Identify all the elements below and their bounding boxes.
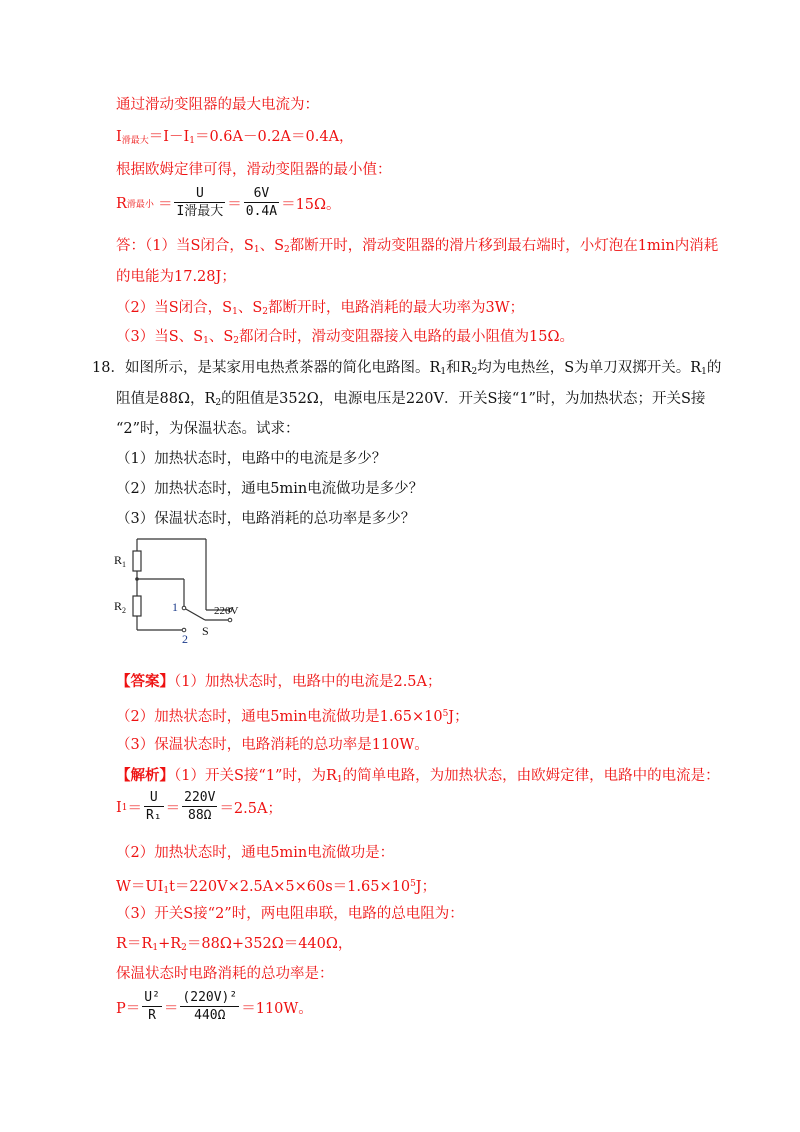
numerator: 220V bbox=[184, 790, 216, 805]
eq-sign: ＝ bbox=[157, 197, 173, 213]
eq-subscript: 滑最小 bbox=[126, 200, 154, 210]
analysis-tag: 【解析】 bbox=[116, 767, 174, 784]
q18-sub-question-1: （1）加热状态时，电路中的电流是多少？ bbox=[116, 451, 387, 467]
resistor-r2 bbox=[133, 596, 141, 616]
text: R＝R bbox=[116, 936, 153, 952]
subscript: 1 bbox=[163, 886, 170, 896]
numerator: U bbox=[174, 186, 225, 203]
eq-min-resistance bbox=[116, 186, 341, 221]
eq-sign: ＝ bbox=[165, 801, 181, 817]
text: （2）加热状态时，通电5min电流做功是1.65×10 bbox=[116, 709, 443, 725]
eq-subscript: 1 bbox=[189, 136, 195, 146]
subscript: 1 bbox=[253, 245, 260, 255]
answer-tag: 【答案】 bbox=[116, 673, 174, 690]
subscript: 1 bbox=[232, 307, 238, 317]
denominator: 88Ω bbox=[188, 808, 212, 823]
fraction-u-over-i bbox=[174, 186, 225, 221]
analysis-line-2: （2）加热状态时，通电5min电流做功是： bbox=[116, 845, 395, 861]
eq-part: ＝I－I bbox=[148, 129, 190, 145]
line-max-current-intro: 通过滑动变阻器的最大电流为： bbox=[116, 97, 319, 113]
line-max-current-eq bbox=[116, 127, 354, 151]
text: 均为电热丝，S为单刀双掷开关。R bbox=[477, 360, 702, 376]
answer-line-1-cont: 的电能为17.28J； bbox=[116, 269, 236, 285]
analysis-line-1 bbox=[116, 766, 720, 790]
eq-total-resistance bbox=[116, 934, 352, 958]
text: W＝UI bbox=[116, 879, 164, 895]
label-switch-s: S bbox=[202, 624, 209, 638]
junction-dot bbox=[135, 577, 139, 581]
answer-line-2 bbox=[116, 704, 469, 727]
q18-sub-question-2: （2）加热状态时，通电5min电流做功是多少？ bbox=[116, 481, 424, 497]
subscript: 2 bbox=[284, 245, 290, 255]
text: （1）加热状态时，电路中的电流是2.5A； bbox=[174, 674, 442, 690]
denominator: R bbox=[148, 1008, 156, 1023]
subscript: 1 bbox=[336, 775, 343, 785]
subscript: 2 bbox=[262, 307, 268, 317]
eq-result: ＝15Ω。 bbox=[281, 197, 341, 213]
text: 阻值是88Ω，R bbox=[116, 391, 216, 407]
answer-line-2 bbox=[116, 298, 524, 322]
eq-symbol: I bbox=[116, 129, 122, 145]
text: （1）开关S接“1”时，为R bbox=[174, 768, 337, 784]
eq-symbol: I bbox=[116, 799, 122, 816]
text: 都闭合时，滑动变阻器接入电路的最小阻值为15Ω。 bbox=[239, 329, 574, 345]
fraction-220v2-over-440 bbox=[180, 990, 239, 1025]
denominator: I滑最大 bbox=[176, 204, 224, 219]
denominator: 0.4A bbox=[245, 204, 278, 219]
label-r2: $R_2$ bbox=[114, 599, 127, 615]
subscript: 1 bbox=[701, 367, 707, 377]
eq-symbol: P＝ bbox=[116, 1001, 141, 1017]
answer-line-3: （3）保温状态时，电路消耗的总功率是110W。 bbox=[116, 737, 429, 753]
eq-sign: ＝ bbox=[163, 1001, 179, 1017]
q18-sub-question-3: （3）保温状态时，电路消耗的总功率是多少？ bbox=[116, 511, 416, 527]
text: （3）当S、S bbox=[116, 329, 204, 345]
text: 的简单电路，为加热状态，由欧姆定律，电路中的电流是： bbox=[342, 768, 720, 784]
text: ＝88Ω+352Ω＝440Ω， bbox=[186, 936, 353, 952]
eq-work bbox=[116, 874, 436, 901]
eq-part: ＝0.6A－0.2A＝0.4A， bbox=[194, 129, 354, 145]
terminal-1 bbox=[182, 606, 186, 610]
numerator: U² bbox=[144, 990, 160, 1005]
fraction-6v-over-04a bbox=[244, 186, 279, 221]
eq-sign: ＝ bbox=[227, 197, 242, 213]
eq-subscript: 滑最大 bbox=[121, 136, 149, 146]
text: 和R bbox=[446, 360, 472, 376]
eq-heating-current bbox=[116, 790, 282, 825]
denominator: R₁ bbox=[145, 808, 162, 823]
text: J； bbox=[448, 709, 469, 725]
text: 都断开时，电路消耗的最大功率为3W； bbox=[268, 300, 525, 316]
text: t＝220V×2.5A×5×60s＝1.65×10 bbox=[169, 879, 411, 895]
q18-line-3: “2”时，为保温状态。试求： bbox=[116, 421, 300, 437]
resistor-r1 bbox=[133, 551, 141, 571]
subscript: 2 bbox=[233, 336, 239, 346]
subscript: 2 bbox=[215, 398, 222, 408]
superscript: 5 bbox=[442, 709, 449, 719]
supply-terminal-bottom bbox=[228, 618, 232, 622]
superscript: 5 bbox=[410, 879, 416, 889]
fraction-220v-over-88 bbox=[182, 790, 217, 825]
q18-line-2 bbox=[116, 389, 705, 413]
eq-symbol: R bbox=[116, 195, 127, 212]
text: 18．如图所示，是某家用电热煮茶器的简化电路图。R bbox=[92, 360, 441, 376]
circuit-diagram bbox=[110, 534, 250, 644]
answer-line-3 bbox=[116, 327, 574, 351]
subscript: 1 bbox=[152, 943, 159, 953]
q18-line-1 bbox=[92, 358, 721, 382]
subscript: 1 bbox=[121, 802, 128, 813]
fraction-u-over-r1 bbox=[144, 790, 164, 825]
denominator: 440Ω bbox=[194, 1008, 226, 1023]
text: （2）当S闭合，S bbox=[116, 300, 233, 316]
label-r1: $R_1$ bbox=[114, 553, 127, 569]
text: 都断开时，滑动变阻器的滑片移到最右端时，小灯泡在1min内消耗 bbox=[289, 238, 719, 254]
subscript: 1 bbox=[203, 336, 209, 346]
fraction-u2-over-r bbox=[142, 990, 162, 1025]
text: 答：（1）当S闭合，S bbox=[116, 238, 254, 254]
analysis-line-4: 保温状态时电路消耗的总功率是： bbox=[116, 966, 334, 982]
numerator: (220V)² bbox=[182, 990, 238, 1005]
subscript: 1 bbox=[440, 367, 447, 377]
text: 、S bbox=[208, 329, 234, 345]
numerator: U bbox=[144, 790, 164, 807]
label-220v: 220V bbox=[214, 605, 239, 617]
label-terminal-1: 1 bbox=[172, 600, 178, 614]
answer-line-1 bbox=[116, 236, 718, 260]
text: 的 bbox=[706, 360, 722, 376]
eq-sign: ＝ bbox=[127, 801, 142, 817]
text: 、S bbox=[237, 300, 263, 316]
text: J； bbox=[415, 879, 437, 895]
answer-line-1 bbox=[116, 672, 442, 692]
line-ohm-intro: 根据欧姆定律可得，滑动变阻器的最小值： bbox=[116, 162, 392, 178]
label-terminal-2: 2 bbox=[182, 632, 188, 644]
text: 、S bbox=[259, 238, 285, 254]
subscript: 2 bbox=[471, 367, 478, 377]
numerator: 6V bbox=[244, 186, 279, 203]
text: +R bbox=[158, 936, 182, 952]
eq-result: ＝110W。 bbox=[241, 1001, 313, 1017]
subscript: 2 bbox=[181, 943, 187, 953]
text: 的阻值是352Ω，电源电压是220V．开关S接“1”时，为加热状态；开关S接 bbox=[221, 391, 706, 407]
analysis-line-3: （3）开关S接“2”时，两电阻串联，电路的总电阻为： bbox=[116, 906, 464, 922]
eq-result: ＝2.5A； bbox=[219, 801, 282, 817]
eq-total-power bbox=[116, 990, 313, 1025]
